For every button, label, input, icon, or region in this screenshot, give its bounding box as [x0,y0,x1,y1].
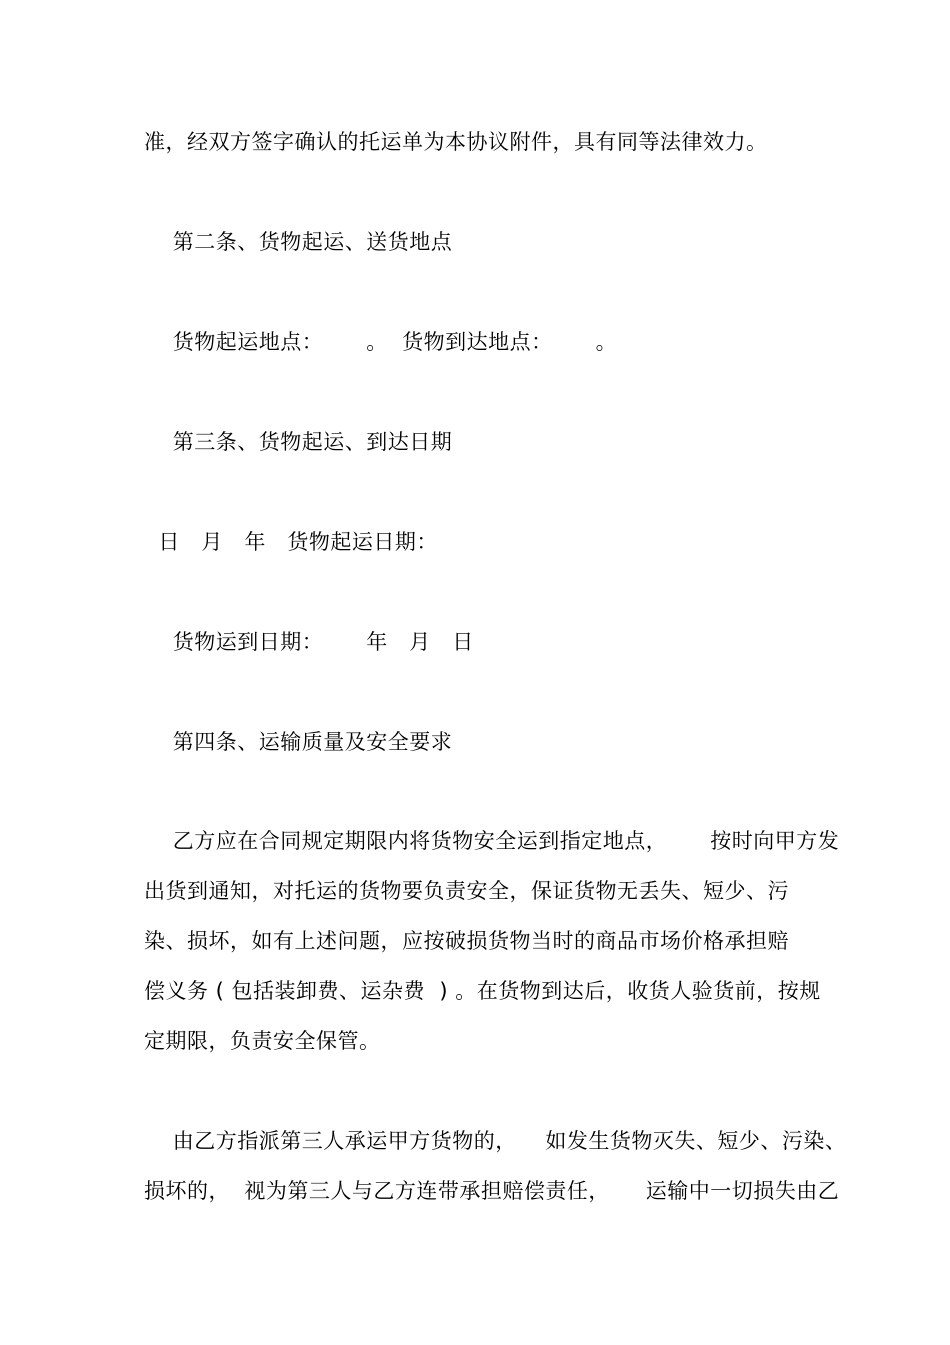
paragraph-line-6: 定期限，负责安全保管。 [144,1029,381,1053]
paragraph-line-4: 染、损坏，如有上述问题，应按破损货物当时的商品市场价格承担赔 [144,929,789,953]
article-3-heading: 第三条、货物起运、到达日期 [144,430,453,454]
paragraph-line-3: 出货到通知，对托运的货物要负责安全，保证货物无丢失、短少、污 [144,879,789,903]
arrival-date-line: 货物运到日期： 年 月 日 [144,630,474,654]
locations-line: 货物起运地点： 。 货物到达地点： 。 [144,330,618,354]
paragraph-line-8: 损坏的， 视为第三人与乙方连带承担赔偿责任， 运输中一切损失由乙 [144,1179,840,1203]
article-2-heading: 第二条、货物起运、送货地点 [144,230,453,254]
paragraph-line-2: 乙方应在合同规定期限内将货物安全运到指定地点， 按时向甲方发 [144,829,840,853]
departure-date-line: 日 月 年 货物起运日期： [144,530,438,554]
paragraph-line-5: 偿义务 ( 包括装卸费、运杂费 ) 。在货物到达后，收货人验货前，按规 [144,979,821,1003]
article-4-heading: 第四条、运输质量及安全要求 [144,730,453,754]
paragraph-line-1: 准，经双方签字确认的托运单为本协议附件，具有同等法律效力。 [144,130,768,154]
paragraph-line-7: 由乙方指派第三人承运甲方货物的， 如发生货物灭失、短少、污染、 [144,1129,847,1153]
